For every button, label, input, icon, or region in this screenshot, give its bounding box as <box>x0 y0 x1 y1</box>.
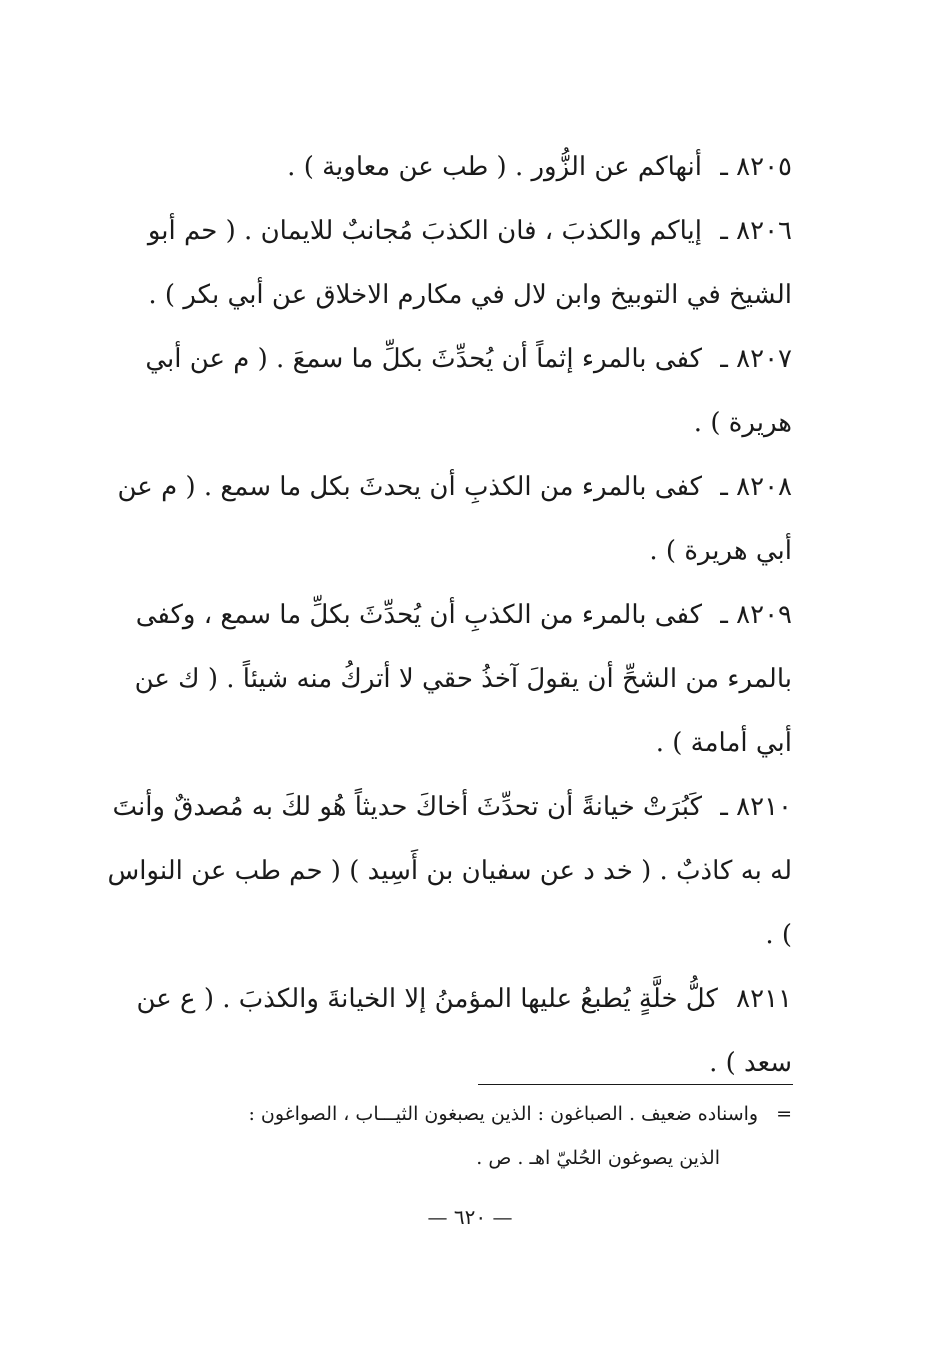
hadith-8205 <box>100 135 792 199</box>
hadith-text: كفى بالمرء من الكذبِ أن يُحدِّثَ بكلِّ ما سمع ، وكفى بالمرء من الشحِّ أن يقولَ آخذُ حقي لا أتركُ منه شيئاً . ( ك عن أبي أمامة ) . <box>134 600 792 758</box>
hadith-number: ٨٢١١ <box>736 984 792 1014</box>
hadith-number: ٨٢٠٥ ـ <box>720 152 792 182</box>
footnote-line-1: واسناده ضعيف . الصباغون : الذين يصبغون الثيـــاب ، الصواغون : <box>248 1103 759 1125</box>
hadith-number: ٨٢٠٦ ـ <box>720 216 792 246</box>
hadith-text: كفى بالمرء من الكذبِ أن يحدثَ بكل ما سمع . ( م عن أبي هريرة ) . <box>117 472 792 566</box>
hadith-8208 <box>100 455 792 583</box>
hadith-list <box>100 135 792 1095</box>
hadith-8207 <box>100 327 792 455</box>
hadith-text: كلُّ خلَّةٍ يُطبعُ عليها المؤمنُ إلا الخيانةَ والكذبَ . ( ع عن سعد ) . <box>136 984 792 1078</box>
hadith-text: إياكم والكذبَ ، فان الكذبَ مُجانبٌ للايمان . ( حم أبو الشيخ في التوبيخ وابن لال في مكارم الاخلاق عن أبي بكر ) . <box>147 216 792 310</box>
hadith-number: ٨٢٠٧ ـ <box>720 344 792 374</box>
page-number: — ٦٢٠ — <box>427 1205 513 1229</box>
footnote-divider <box>478 1084 793 1085</box>
hadith-text: أنهاكم عن الزُّور . ( طب عن معاوية ) . <box>287 152 702 182</box>
footnote-line-2: الذين يصوغون الحُليّ اهـ . ص . <box>476 1147 720 1169</box>
hadith-8210 <box>100 775 792 967</box>
hadith-text: كَبُرَتْ خيانةً أن تحدِّثَ أخاكَ حديثاً هُو لكَ به مُصدقٌ وأنتَ له به كاذبٌ . ( خد د عن سفيان بن أَسِيد ) ( حم طب عن النواس ) . <box>107 792 792 950</box>
hadith-8209 <box>100 583 792 775</box>
footnote <box>92 1092 792 1180</box>
hadith-number: ٨٢٠٨ ـ <box>720 472 792 502</box>
hadith-8211 <box>100 967 792 1095</box>
hadith-number: ٨٢٠٩ ـ <box>720 600 792 630</box>
hadith-8206 <box>100 199 792 327</box>
footnote-continuation-mark: = <box>776 1103 792 1125</box>
hadith-text: كفى بالمرء إثماً أن يُحدِّثَ بكلِّ ما سمعَ . ( م عن أبي هريرة ) . <box>145 344 792 438</box>
hadith-number: ٨٢١٠ ـ <box>720 792 792 822</box>
